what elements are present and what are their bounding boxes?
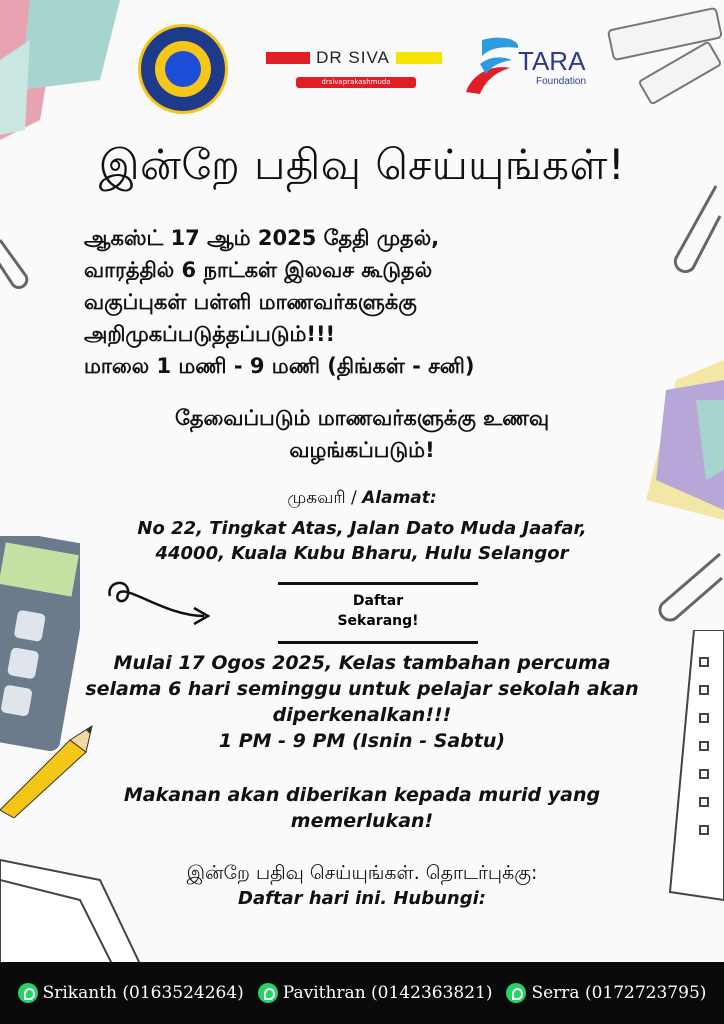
- persatuan-logo: [138, 24, 228, 114]
- contact-prompt-ms: Daftar hari ini. Hubungi:: [238, 888, 486, 909]
- eraser-top-right: [600, 0, 724, 120]
- dr-siva-handle: drsivaprakashmuda: [296, 77, 416, 88]
- address-label-ms: Alamat:: [362, 488, 437, 508]
- tamil-intro-line: ஆகஸ்ட் 17 ஆம் 2025 தேதி முதல்,: [84, 226, 440, 250]
- address-line: No 22, Tingkat Atas, Jalan Dato Muda Jaafar,: [137, 518, 587, 539]
- curly-arrow-icon: [104, 572, 216, 628]
- dr-siva-name: DR SIVA: [316, 48, 390, 67]
- whatsapp-icon: [18, 983, 38, 1003]
- contact-text: Srikanth (0163524264): [42, 983, 244, 1003]
- contact-text: Pavithran (0142363821): [282, 983, 493, 1003]
- whatsapp-icon: [506, 983, 526, 1003]
- contact-pavithran[interactable]: [258, 983, 493, 1003]
- paper-stack-top-left: [0, 0, 140, 150]
- contact-footer: [0, 962, 724, 1024]
- tara-foundation-logo: [462, 34, 602, 96]
- malay-intro-line: selama 6 hari seminggu untuk pelajar sekolah akan: [85, 678, 639, 700]
- register-now-button[interactable]: [278, 582, 478, 644]
- page-title: இன்றே பதிவு செய்யுங்கள்!: [98, 140, 626, 189]
- contact-prompt-ta: இன்றே பதிவு செய்யுங்கள். தொடர்புக்கு:: [186, 862, 538, 884]
- tamil-intro-line: அறிமுகப்படுத்தப்படும்!!!: [84, 322, 336, 346]
- address-label: [0, 488, 724, 510]
- dr-siva-logo: [266, 48, 442, 90]
- address-label-ta: முகவரி /: [287, 488, 357, 508]
- contact-text: Serra (0172723795): [531, 983, 707, 1003]
- contact-srikanth[interactable]: [18, 983, 244, 1003]
- tara-name: TARA: [518, 46, 586, 76]
- tamil-food-line: தேவைப்படும் மாணவர்களுக்கு உணவு: [174, 406, 550, 430]
- tara-subtitle: Foundation: [536, 76, 587, 87]
- tamil-intro: [84, 222, 644, 382]
- malay-food-line: Makanan akan diberikan kepada murid yang: [123, 784, 601, 806]
- contact-serra[interactable]: [506, 983, 706, 1003]
- paperclip-left-icon: [0, 232, 40, 296]
- tamil-food-line: வழங்கப்படும்!: [289, 438, 435, 462]
- whatsapp-icon: [258, 983, 278, 1003]
- malay-food-line: memerlukan!: [290, 810, 434, 832]
- malay-intro-line: Mulai 17 Ogos 2025, Kelas tambahan percuma: [113, 652, 611, 674]
- tamil-food-notice: [0, 402, 724, 466]
- malay-schedule: 1 PM - 9 PM (Isnin - Sabtu): [218, 730, 506, 752]
- malay-intro: [0, 650, 724, 754]
- malay-food-notice: [0, 782, 724, 834]
- address: [0, 516, 724, 566]
- malay-intro-line: diperkenalkan!!!: [272, 704, 452, 726]
- tamil-intro-line: வகுப்புகள் பள்ளி மாணவர்களுக்கு: [84, 290, 417, 314]
- paperclip-right-icon: [664, 180, 724, 280]
- address-line: 44000, Kuala Kubu Bharu, Hulu Selangor: [155, 543, 569, 564]
- register-label-line: Daftar: [352, 593, 404, 609]
- tamil-schedule: மாலை 1 மணி - 9 மணி (திங்கள் - சனி): [84, 354, 475, 378]
- register-label-line: Sekarang!: [337, 613, 419, 629]
- tara-hands-icon: [462, 34, 522, 96]
- tamil-intro-line: வாரத்தில் 6 நாட்கள் இலவச கூடுதல்: [84, 258, 433, 282]
